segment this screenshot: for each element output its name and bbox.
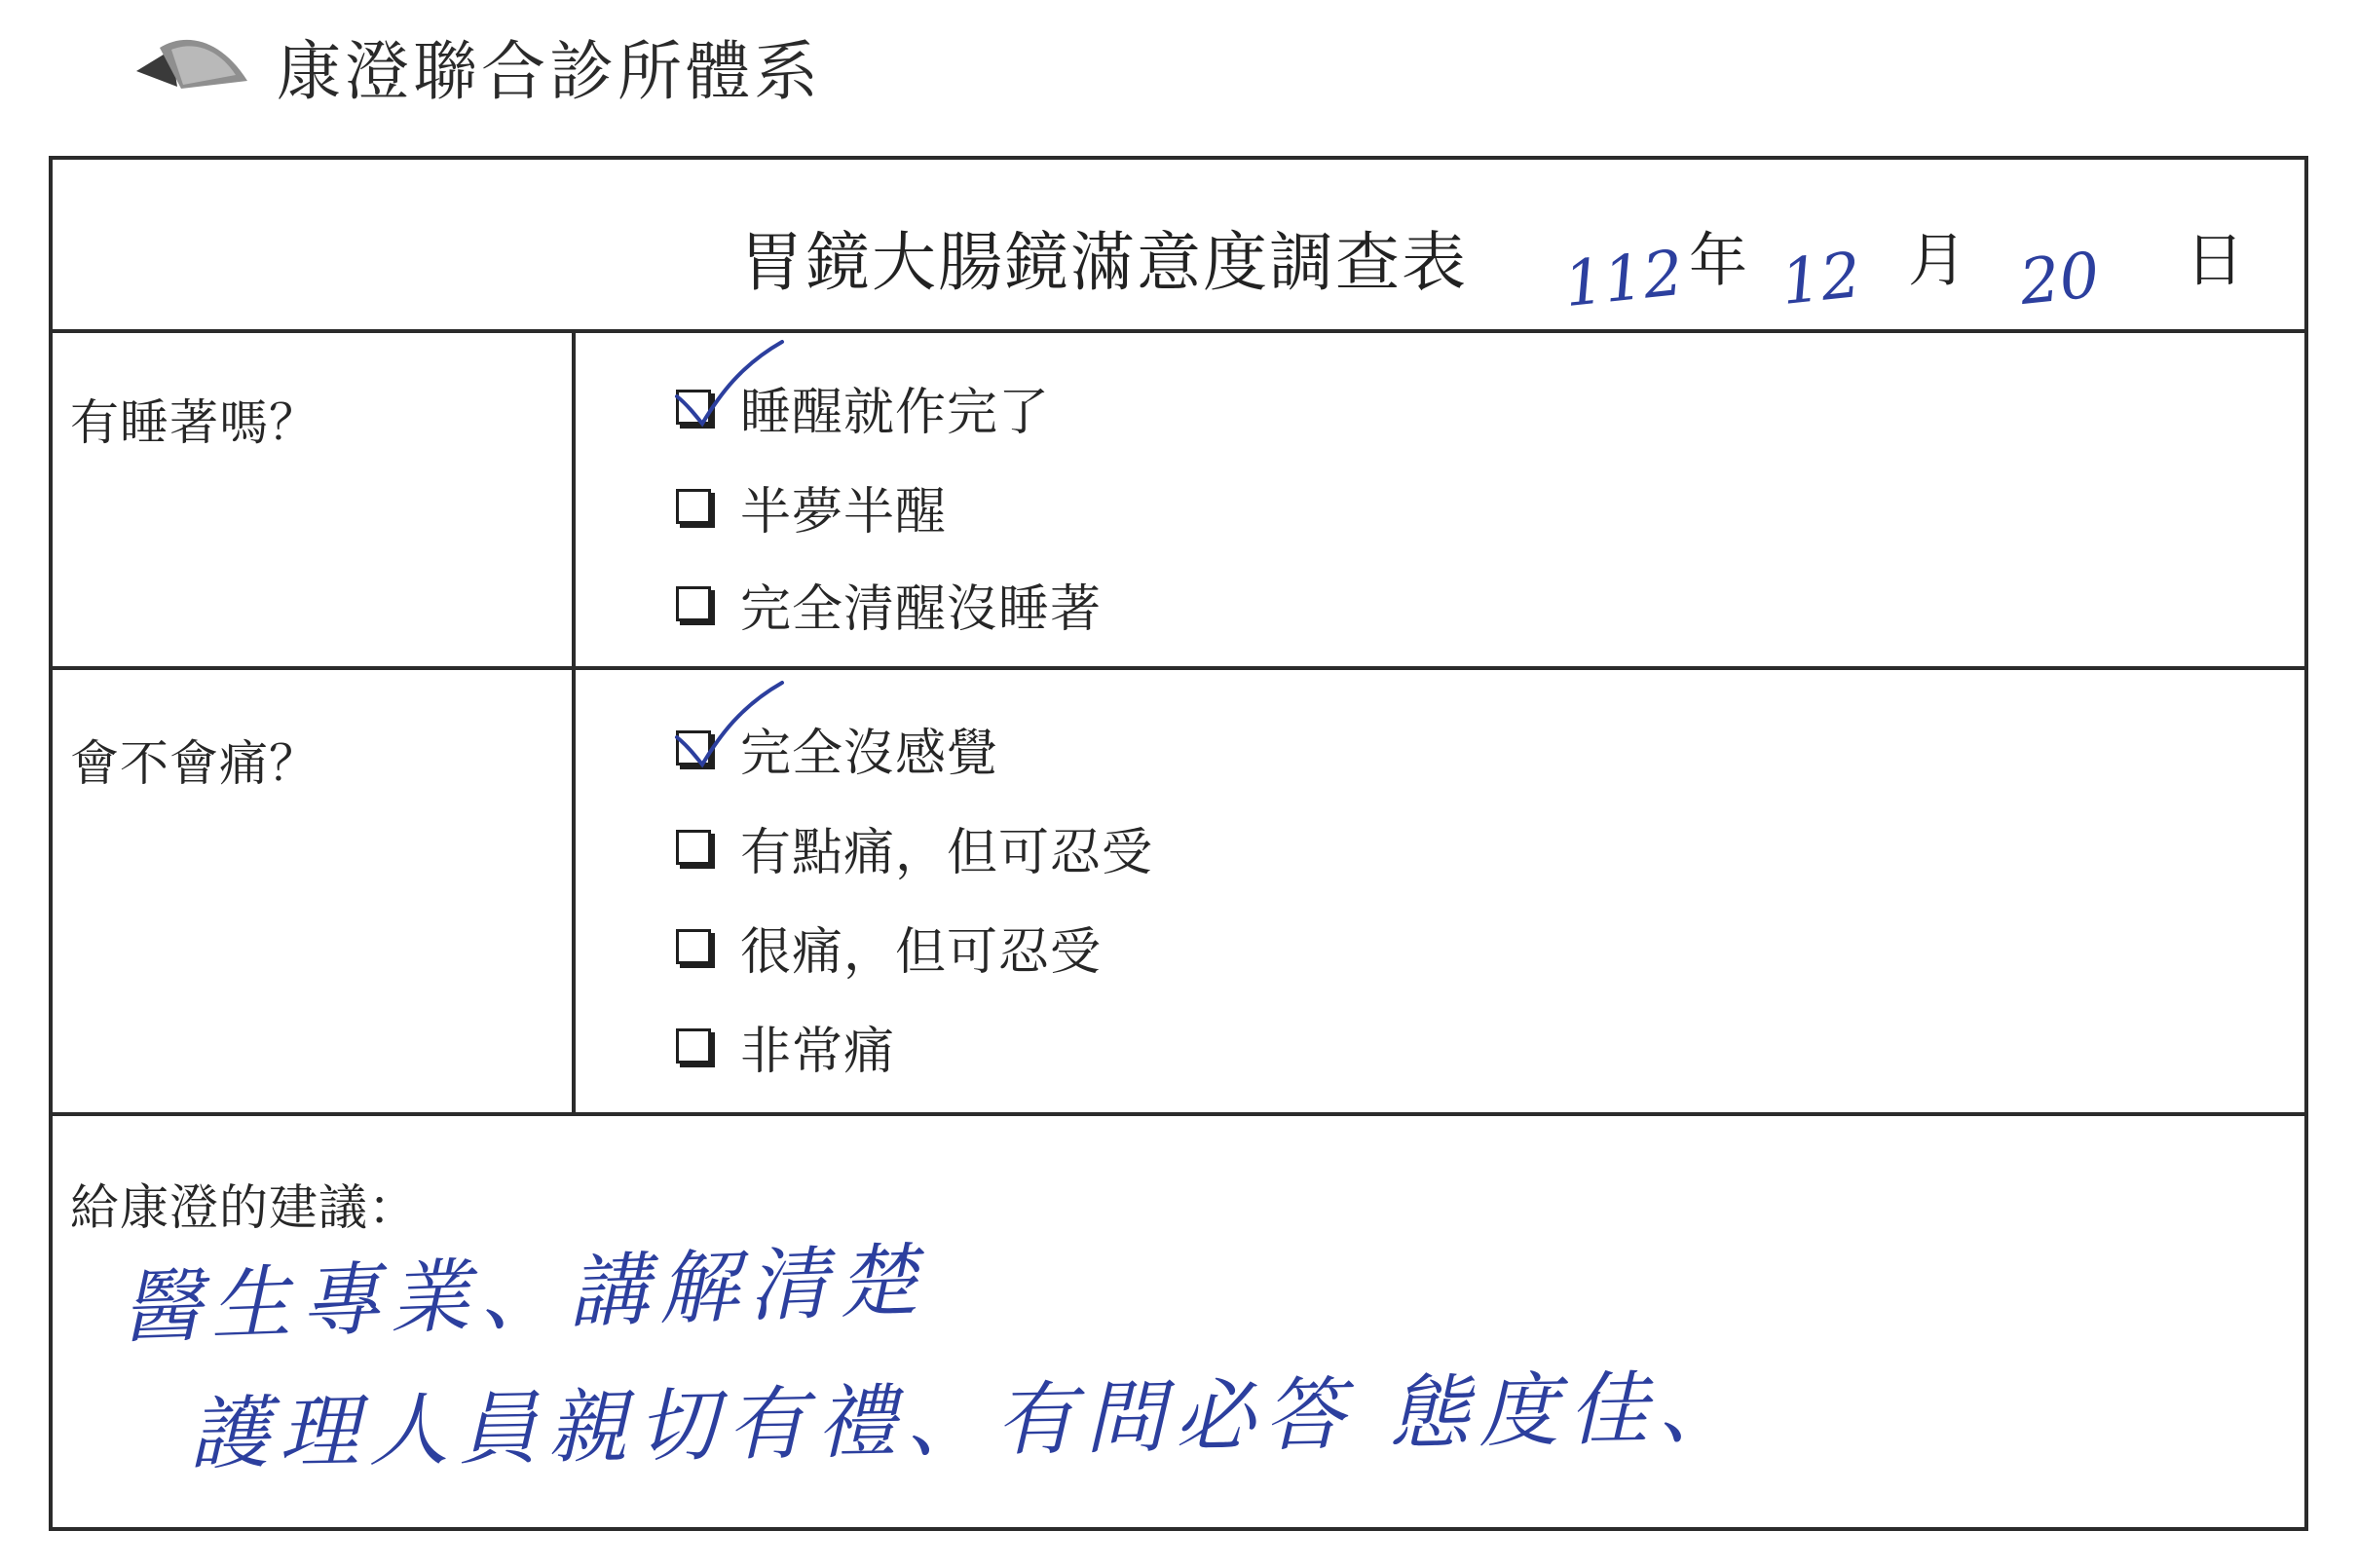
- option-sleep-asleep[interactable]: [676, 376, 1051, 442]
- option-pain-strong[interactable]: [676, 915, 1103, 982]
- checkbox[interactable]: [676, 1028, 711, 1064]
- question-pain: 會不會痛？: [70, 735, 318, 792]
- option-label: 完全沒感覺: [740, 724, 999, 783]
- clinic-name: 康澄聯合診所體系: [277, 33, 822, 109]
- option-label: 非常痛: [740, 1022, 896, 1081]
- handwritten-comment-line[interactable]: 醫生專業、講解清楚: [119, 1234, 929, 1356]
- year-value[interactable]: 112: [1560, 237, 1687, 322]
- divider-q2: [53, 1112, 2304, 1116]
- question-sleep: 有睡著嗎？: [70, 394, 318, 451]
- form-title: 胃鏡大腸鏡滿意度調查表: [739, 225, 1468, 300]
- year-label: 年: [1689, 227, 1747, 295]
- checkbox[interactable]: [676, 730, 711, 765]
- check-mark-icon: [673, 340, 790, 437]
- month-value[interactable]: 12: [1778, 239, 1865, 320]
- check-mark-icon: [673, 681, 790, 778]
- handwritten-comment-line[interactable]: 護理人員親切有禮、有問必答 態度佳、: [188, 1362, 1748, 1481]
- option-label: 半夢半醒: [740, 482, 948, 541]
- month-label: 月: [1908, 227, 1966, 295]
- option-pain-severe[interactable]: [676, 1015, 896, 1081]
- option-sleep-awake[interactable]: [676, 573, 1103, 639]
- option-label: 有點痛，但可忍受: [740, 823, 1154, 882]
- day-label: 日: [2186, 227, 2244, 295]
- checkbox[interactable]: [676, 586, 711, 621]
- option-sleep-half[interactable]: [676, 475, 948, 541]
- fan-logo-icon: [127, 36, 253, 94]
- checkbox[interactable]: [676, 390, 711, 425]
- checkbox[interactable]: [676, 929, 711, 964]
- option-label: 睡醒就作完了: [740, 383, 1051, 442]
- day-value[interactable]: 20: [2016, 239, 2104, 320]
- title-row: [53, 160, 2304, 333]
- column-divider: [572, 329, 576, 1114]
- clinic-logo: [127, 21, 822, 109]
- checkbox[interactable]: [676, 830, 711, 865]
- suggestion-label: 給康澄的建議：: [70, 1179, 418, 1236]
- survey-form: [49, 156, 2308, 1531]
- option-label: 很痛，但可忍受: [740, 922, 1103, 982]
- checkbox[interactable]: [676, 489, 711, 524]
- option-pain-none[interactable]: [676, 717, 999, 783]
- divider-q1: [53, 666, 2304, 670]
- option-pain-mild[interactable]: [676, 816, 1154, 882]
- option-label: 完全清醒沒睡著: [740, 579, 1103, 639]
